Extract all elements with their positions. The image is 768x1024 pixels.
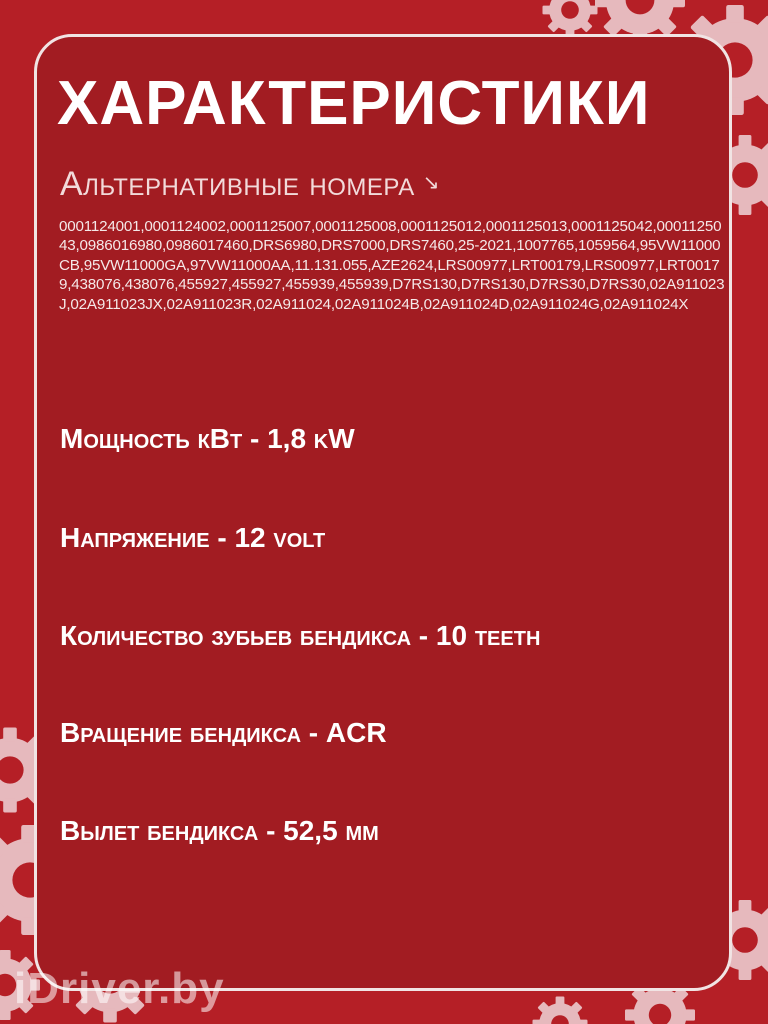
alt-numbers-list: 0001124001,0001124002,0001125007,0001125008,0001125012,0001125013,0001125042,0001125043,0986016980,0986017460,DRS6980,DRS7000,DRS7460,25-2021,1007765,1059564,95VW11000CB,95VW11000GA,97VW11000AA,11.131.055,AZE2624,LRS00977,LRT00179,LRS00977,LRT00179,438076,438076,455927,455927,455939,455939,D7RS130,D7RS130,D7RS30,D7RS30,02A911023J,02A911023JX,02A911023R,02A911024,02A911024B,02A911024D,02A911024G,02A911024X: [59, 218, 725, 313]
page-title: ХАРАКТЕРИСТИКИ: [57, 69, 651, 138]
specs-card: [34, 34, 732, 991]
spec-bendix-rotation: Вращение бендикса - ACR: [60, 717, 387, 748]
spec-bendix-teeth: Количество зубьев бендикса - 10 teeth: [60, 620, 541, 651]
alt-numbers-heading: [60, 163, 440, 204]
arrow-down-right-icon: ↘: [422, 172, 441, 194]
spec-voltage: Напряжение - 12 volt: [60, 522, 326, 553]
spec-power: Мощность кВт - 1,8 kW: [60, 423, 355, 454]
watermark-logo: iDriver.by: [14, 964, 225, 1013]
spec-bendix-offset: Вылет бендикса - 52,5 мм: [60, 815, 379, 846]
alt-numbers-heading-text: Альтернативные номера: [60, 165, 415, 203]
